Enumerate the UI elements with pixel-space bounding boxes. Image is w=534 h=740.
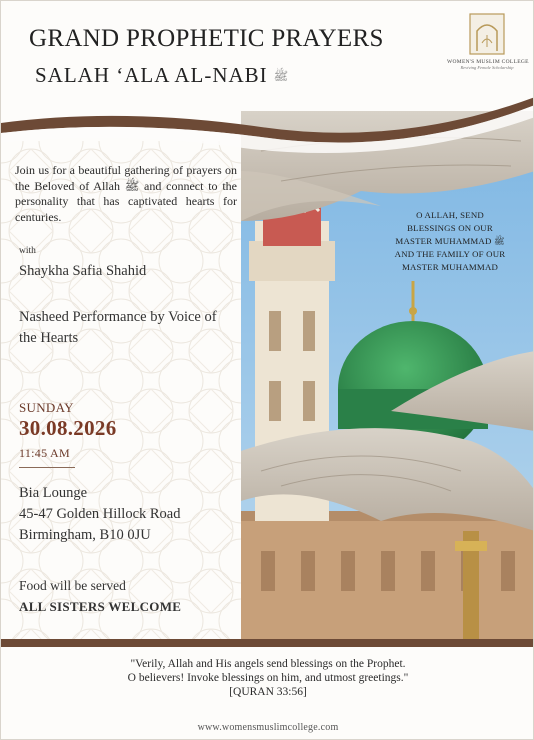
website-link[interactable]: www.womensmuslimcollege.com [197,722,339,733]
overlay-line: AND THE FAMILY OF OUR [394,249,506,259]
bottom-band [1,639,534,647]
subtitle-text: SALAH ‘ALA AL-NABI [35,63,268,87]
page-title: GRAND PROPHETIC PRAYERS [29,25,384,52]
venue-name: Bia Lounge [19,485,88,501]
decorative-wave [1,87,534,167]
quote-reference: [QURAN 33:56] [229,686,307,698]
quote-line: "Verily, Allah and His angels send blessings on the Prophet. [130,658,406,670]
venue-city: Birmingham, B10 0JU [19,527,151,543]
with-label: with [19,246,36,256]
venue-address [19,483,181,546]
speaker-name: Shaykha Safia Shahid [19,263,147,279]
quote-line: O believers! Invoke blessings on him, and utmost greetings." [127,672,409,684]
welcome-note: ALL SISTERS WELCOME [19,599,182,614]
mosque-photo [241,111,534,641]
page-subtitle [35,63,288,88]
honorific-glyph: ﷺ [273,68,289,83]
event-day: SUNDAY [19,400,74,415]
quran-quote [41,657,495,699]
arch-logo-icon [469,13,505,55]
overlay-line: MASTER MUHAMMAD ﷺ [395,236,505,246]
overlay-line: BLESSINGS ON OUR [407,223,493,233]
event-date: 30.08.2026 [19,416,117,440]
overlay-line: MASTER MUHAMMAD [401,262,499,272]
venue-street: 45-47 Golden Hillock Road [19,506,181,522]
overlay-line: O ALLAH, SEND [416,210,484,220]
divider [19,467,75,468]
blessing-overlay [365,209,534,274]
logo-name: WOMEN'S MUSLIM COLLEGE [447,59,529,65]
event-time: 11:45 AM [19,446,70,460]
food-note: Food will be served [19,578,126,593]
intro-paragraph: Join us for a beautiful gathering of prayers on the Beloved of Allah ﷺ and connect to the personality that has captivated hearts for centuries. [15,163,237,224]
nasheed-performer: Nasheed Performance by Voice of the Hearts [19,309,217,346]
logo-tagline: Reviving Female Scholarship [460,65,514,70]
college-logo [447,13,527,70]
